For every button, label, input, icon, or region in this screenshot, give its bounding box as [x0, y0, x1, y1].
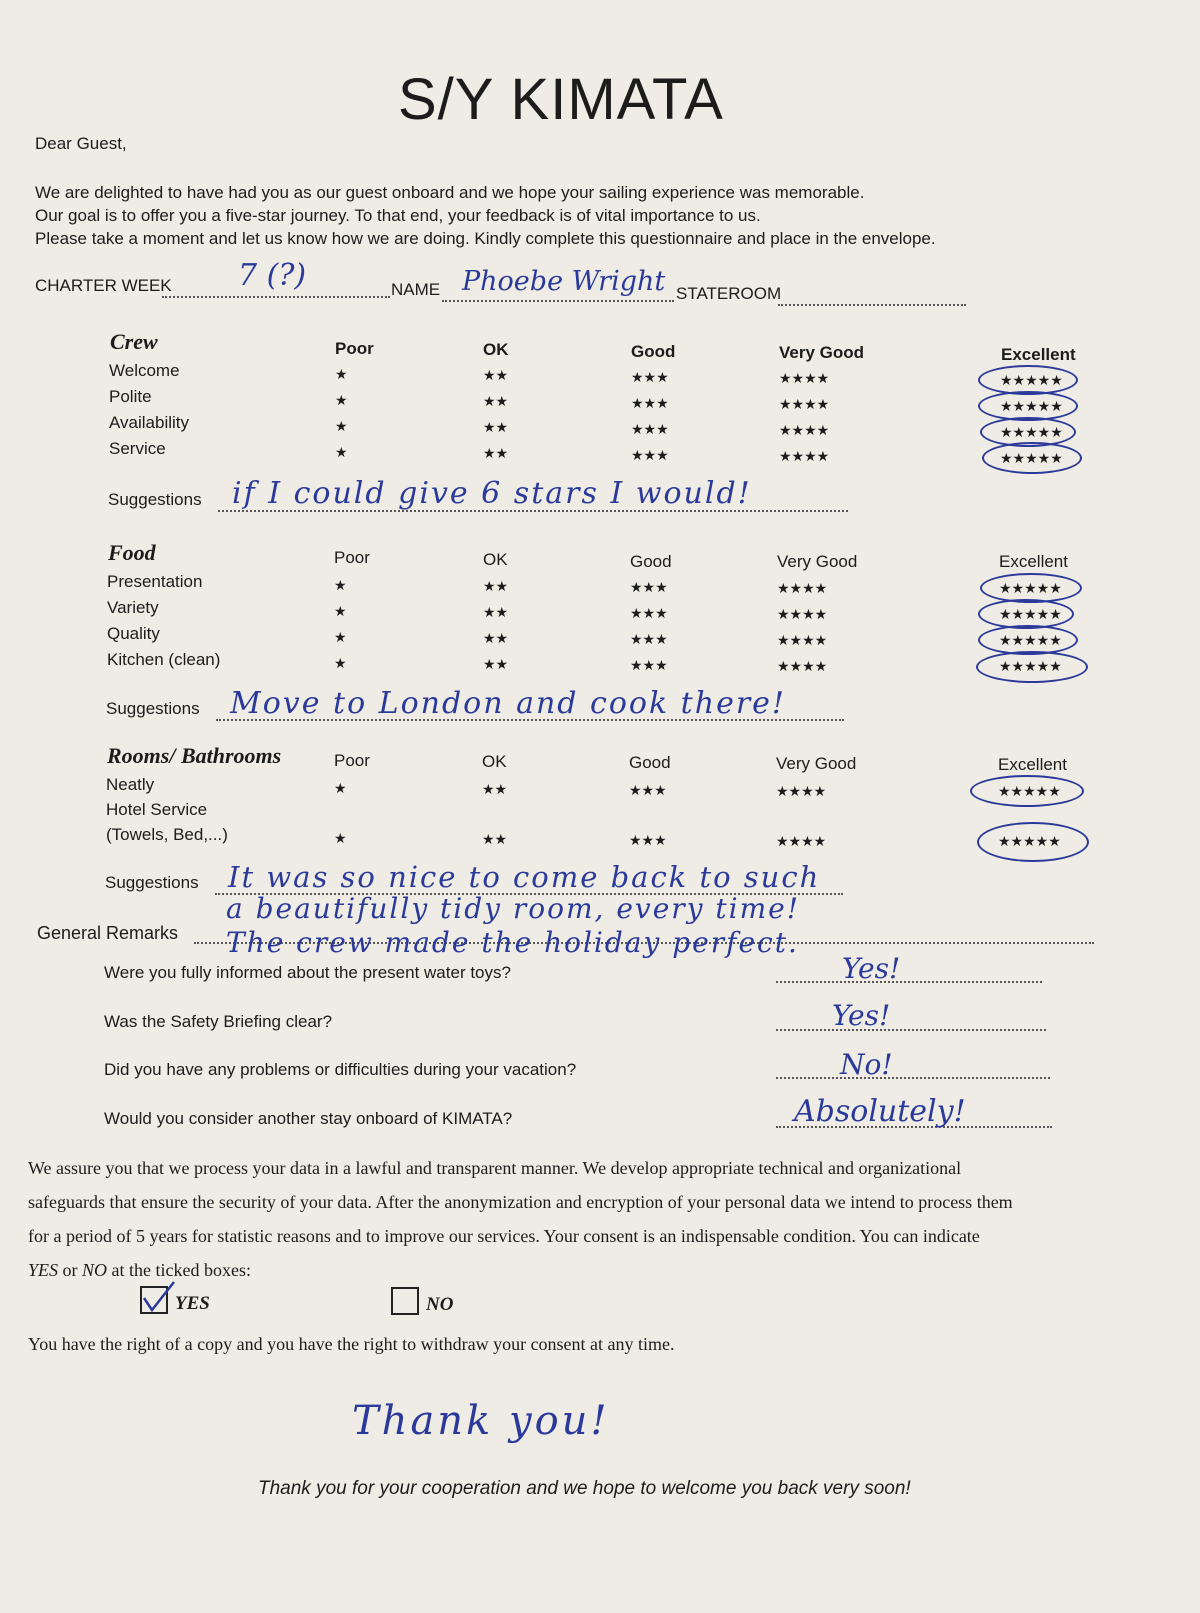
suggestion-rooms-line-2[interactable]: a beautifully tidy room, every time! [226, 892, 800, 925]
handwritten-thanks: Thank you! [352, 1398, 610, 1444]
row-label-hotel-service: Hotel Service [106, 800, 208, 819]
general-remarks-label: General Remarks [37, 923, 179, 943]
consent-rights: You have the right of a copy and you have the right to withdraw your consent at any time. [28, 1334, 675, 1354]
suggestions-label-food: Suggestions [106, 699, 200, 718]
answer-line [776, 981, 1042, 983]
crew-welcome-ok[interactable]: ★★ [483, 367, 509, 383]
answer-problems[interactable]: No! [840, 1048, 893, 1081]
answer-line [776, 1077, 1050, 1079]
consent-no-label: NO [426, 1294, 454, 1315]
col-ok: OK [483, 340, 509, 359]
name-value[interactable]: Phoebe Wright [462, 266, 666, 297]
food-variety-good[interactable]: ★★★ [630, 605, 668, 621]
rooms-hotel-ok[interactable]: ★★ [482, 831, 508, 847]
food-variety-ok[interactable]: ★★ [483, 604, 509, 620]
row-label-kitchen: Kitchen (clean) [107, 650, 221, 669]
crew-welcome-good[interactable]: ★★★ [631, 369, 669, 385]
rooms-neatly-good[interactable]: ★★★ [629, 782, 667, 798]
row-label-variety: Variety [107, 598, 159, 617]
row-label-neatly: Neatly [106, 775, 155, 794]
col-good: Good [630, 552, 672, 571]
food-presentation-poor[interactable]: ★ [334, 577, 347, 593]
question-problems: Did you have any problems or difficulties during your vacation? [104, 1060, 577, 1079]
food-kitchen-good[interactable]: ★★★ [630, 657, 668, 673]
food-variety-very-good[interactable]: ★★★★ [777, 606, 828, 622]
name-line [442, 300, 674, 302]
crew-service-good[interactable]: ★★★ [631, 447, 669, 463]
intro-line-2: Our goal is to offer you a five-star journey. To that end, your feedback is of vital importance to us. [35, 206, 761, 225]
selection-circle [977, 822, 1089, 862]
food-variety-poor[interactable]: ★ [334, 603, 347, 619]
crew-polite-good[interactable]: ★★★ [631, 395, 669, 411]
charter-week-line [162, 296, 390, 298]
rooms-hotel-poor[interactable]: ★ [334, 830, 347, 846]
row-label-service: Service [109, 439, 166, 458]
col-very-good: Very Good [779, 343, 865, 362]
general-remarks-value[interactable]: The crew made the holiday perfect. [226, 926, 799, 959]
section-title-crew: Crew [110, 329, 158, 354]
consent-line-4 [28, 1260, 251, 1281]
crew-service-excellent[interactable]: ★★★★★ [1000, 450, 1063, 466]
col-poor: Poor [335, 339, 374, 358]
col-excellent: Excellent [999, 552, 1068, 571]
rooms-hotel-excellent[interactable]: ★★★★★ [998, 833, 1061, 849]
crew-polite-ok[interactable]: ★★ [483, 393, 509, 409]
food-quality-good[interactable]: ★★★ [630, 631, 668, 647]
crew-service-ok[interactable]: ★★ [483, 445, 509, 461]
answer-safety-briefing[interactable]: Yes! [832, 999, 891, 1032]
rooms-neatly-poor[interactable]: ★ [334, 780, 347, 796]
food-kitchen-ok[interactable]: ★★ [483, 656, 509, 672]
consent-yes-label: YES [175, 1293, 210, 1314]
consent-no-checkbox[interactable] [391, 1287, 419, 1315]
crew-availability-poor[interactable]: ★ [335, 418, 348, 434]
question-water-toys: Were you fully informed about the present water toys? [104, 963, 511, 982]
consent-line-3: for a period of 5 years for statistic reasons and to improve our services. Your consent is an indispensable condition. You can indicate [28, 1226, 980, 1246]
food-presentation-ok[interactable]: ★★ [483, 578, 509, 594]
food-quality-very-good[interactable]: ★★★★ [777, 632, 828, 648]
rooms-neatly-excellent[interactable]: ★★★★★ [998, 783, 1061, 799]
crew-welcome-excellent[interactable]: ★★★★★ [1000, 372, 1063, 388]
crew-availability-very-good[interactable]: ★★★★ [779, 422, 830, 438]
crew-availability-good[interactable]: ★★★ [631, 421, 669, 437]
col-good: Good [631, 342, 676, 361]
col-ok: OK [483, 550, 508, 569]
row-label-welcome: Welcome [109, 361, 180, 380]
consent-no-word: NO [82, 1260, 108, 1280]
selection-circle [982, 442, 1082, 474]
crew-availability-excellent[interactable]: ★★★★★ [1000, 424, 1063, 440]
page-title: S/Y KIMATA [398, 67, 724, 132]
section-title-rooms: Rooms/ Bathrooms [107, 743, 282, 768]
food-kitchen-excellent[interactable]: ★★★★★ [999, 658, 1062, 674]
rooms-neatly-ok[interactable]: ★★ [482, 781, 508, 797]
crew-service-poor[interactable]: ★ [335, 444, 348, 460]
selection-circle [976, 651, 1088, 683]
consent-ticked-boxes: at the ticked boxes: [107, 1260, 251, 1280]
food-presentation-good[interactable]: ★★★ [630, 579, 668, 595]
greeting: Dear Guest, [35, 134, 127, 153]
suggestion-rooms-line-1[interactable]: It was so nice to come back to such [228, 860, 821, 894]
col-very-good: Very Good [777, 552, 858, 571]
col-very-good: Very Good [776, 754, 857, 773]
food-kitchen-very-good[interactable]: ★★★★ [777, 658, 828, 674]
crew-availability-ok[interactable]: ★★ [483, 419, 509, 435]
crew-service-very-good[interactable]: ★★★★ [779, 448, 830, 464]
row-label-polite: Polite [109, 387, 152, 406]
rooms-neatly-very-good[interactable]: ★★★★ [776, 783, 827, 799]
answer-line [776, 1029, 1046, 1031]
food-quality-excellent[interactable]: ★★★★★ [999, 632, 1062, 648]
consent-yes-checkbox[interactable] [140, 1286, 168, 1314]
selection-circle [970, 775, 1084, 807]
answer-another-stay[interactable]: Absolutely! [794, 1094, 966, 1129]
question-another-stay: Would you consider another stay onboard of KIMATA? [104, 1109, 513, 1128]
food-presentation-excellent[interactable]: ★★★★★ [999, 580, 1062, 596]
charter-week-value[interactable]: 7 (?) [238, 258, 307, 293]
crew-polite-excellent[interactable]: ★★★★★ [1000, 398, 1063, 414]
consent-or: or [58, 1260, 83, 1280]
suggestion-crew[interactable]: if I could give 6 stars I would! [232, 476, 752, 511]
food-presentation-very-good[interactable]: ★★★★ [777, 580, 828, 596]
name-label: NAME [391, 280, 441, 299]
consent-line-1: We assure you that we process your data in a lawful and transparent manner. We develop appropriate technical and organizational [28, 1158, 962, 1178]
col-excellent: Excellent [998, 755, 1067, 774]
section-title-food: Food [108, 540, 156, 565]
crew-welcome-very-good[interactable]: ★★★★ [779, 370, 830, 386]
food-quality-poor[interactable]: ★ [334, 629, 347, 645]
food-variety-excellent[interactable]: ★★★★★ [999, 606, 1062, 622]
col-poor: Poor [334, 751, 370, 770]
food-quality-ok[interactable]: ★★ [483, 630, 509, 646]
crew-polite-poor[interactable]: ★ [335, 392, 348, 408]
consent-line-2: safeguards that ensure the security of your data. After the anonymization and encryption of your personal data we intend to process them [28, 1192, 1013, 1212]
food-kitchen-poor[interactable]: ★ [334, 655, 347, 671]
row-label-availability: Availability [109, 413, 190, 432]
col-excellent: Excellent [1001, 345, 1076, 364]
crew-welcome-poor[interactable]: ★ [335, 366, 348, 382]
answer-water-toys[interactable]: Yes! [842, 952, 901, 985]
intro-line-3: Please take a moment and let us know how we are doing. Kindly complete this questionnaire and place in the envelope. [35, 229, 936, 248]
footer-message: Thank you for your cooperation and we hope to welcome you back very soon! [258, 1478, 911, 1499]
rooms-hotel-good[interactable]: ★★★ [629, 832, 667, 848]
stateroom-line[interactable] [778, 304, 966, 306]
col-ok: OK [482, 752, 507, 771]
col-good: Good [629, 753, 671, 772]
question-safety-briefing: Was the Safety Briefing clear? [104, 1012, 333, 1031]
intro-line-1: We are delighted to have had you as our guest onboard and we hope your sailing experience was memorable. [35, 183, 865, 202]
suggestions-label-crew: Suggestions [108, 490, 202, 509]
suggestions-label-rooms: Suggestions [105, 873, 199, 892]
stateroom-label: STATEROOM [676, 284, 782, 303]
check-mark-icon [140, 1280, 180, 1316]
row-label-towels-bed: (Towels, Bed,...) [106, 825, 228, 844]
charter-week-label: CHARTER WEEK [35, 276, 172, 295]
consent-yes-word: YES [28, 1260, 59, 1280]
row-label-quality: Quality [107, 624, 160, 643]
crew-polite-very-good[interactable]: ★★★★ [779, 396, 830, 412]
row-label-presentation: Presentation [107, 572, 203, 591]
col-poor: Poor [334, 548, 370, 567]
rooms-hotel-very-good[interactable]: ★★★★ [776, 833, 827, 849]
suggestion-food[interactable]: Move to London and cook there! [230, 686, 786, 721]
